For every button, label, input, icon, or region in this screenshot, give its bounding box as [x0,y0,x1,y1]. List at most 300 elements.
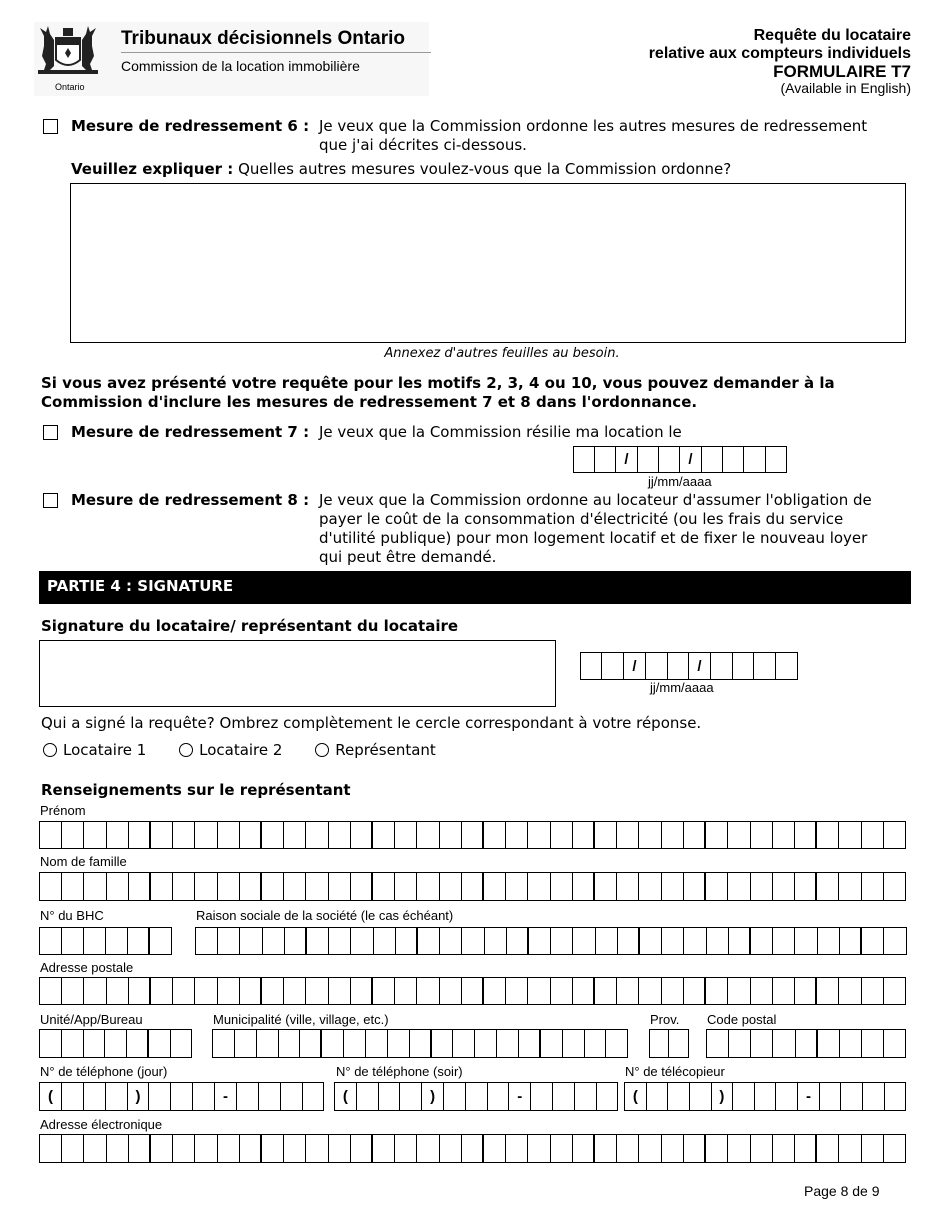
char-cell[interactable] [529,927,551,955]
char-cell[interactable] [862,1134,884,1163]
char-cell[interactable] [151,1134,173,1163]
char-cell[interactable] [484,1134,506,1163]
char-cell[interactable] [218,821,240,849]
remedy8-label: Mesure de redressement 8 : [71,491,310,509]
char-cell[interactable] [751,872,773,901]
char-cell[interactable] [84,872,106,901]
char-cell[interactable] [417,821,439,849]
char-cell[interactable] [662,1134,684,1163]
char-cell[interactable] [106,927,128,955]
char-cell[interactable] [773,977,795,1005]
char-cell[interactable] [262,872,284,901]
char-cell[interactable] [40,927,62,955]
char-cell[interactable] [595,1134,617,1163]
mailing-address-field[interactable] [39,977,908,1005]
char-cell[interactable] [106,1082,128,1111]
char-cell[interactable] [62,927,84,955]
signer-option-tenant1[interactable] [43,741,146,759]
char-cell[interactable] [706,872,728,901]
char-cell[interactable] [551,821,573,849]
char-cell[interactable] [373,977,395,1005]
char-cell[interactable] [195,1134,217,1163]
char-cell[interactable] [40,872,62,901]
char-cell[interactable] [240,927,262,955]
char-cell[interactable] [729,1029,751,1058]
char-cell[interactable] [773,821,795,849]
char-cell[interactable] [531,1082,553,1111]
char-cell[interactable] [618,927,640,955]
remedy8-text [319,491,872,567]
char-cell[interactable] [40,1134,62,1163]
char-cell[interactable] [107,977,129,1005]
char-cell[interactable] [497,1029,519,1058]
char-cell[interactable] [690,1082,712,1111]
email-field[interactable] [39,1134,908,1163]
char-cell[interactable] [379,1082,401,1111]
remedy8-text-line: payer le coût de la consommation d'électricité (ou les frais du service [319,510,844,528]
postal-code-field[interactable] [706,1029,908,1058]
char-cell[interactable] [237,1082,259,1111]
char-cell[interactable] [285,927,307,955]
char-cell[interactable] [84,1082,106,1111]
char-cell[interactable] [839,977,861,1005]
char-cell[interactable] [40,977,62,1005]
char-cell[interactable] [684,977,706,1005]
char-cell[interactable] [751,977,773,1005]
char-cell[interactable] [818,1029,840,1058]
char-cell[interactable] [817,872,839,901]
char-cell[interactable] [506,977,528,1005]
char-cell[interactable] [440,872,462,901]
char-cell[interactable] [240,872,262,901]
char-cell[interactable] [84,927,106,955]
grounds-note-line1: Si vous avez présenté votre requête pour les motifs 2, 3, 4 ou 10, vous pouvez demander à la [41,374,835,392]
char-cell[interactable] [307,927,329,955]
char-cell[interactable] [773,1029,795,1058]
paren-close: ) [422,1082,444,1111]
char-cell[interactable] [595,977,617,1005]
char-cell[interactable] [129,872,151,901]
char-cell[interactable] [862,977,884,1005]
char-cell[interactable] [684,821,706,849]
char-cell[interactable] [862,872,884,901]
char-cell[interactable] [351,927,373,955]
char-cell[interactable] [885,1082,907,1111]
char-cell[interactable] [728,1134,750,1163]
char-cell[interactable] [262,1134,284,1163]
phone-day-field[interactable] [39,1082,326,1111]
char-cell[interactable] [171,1029,193,1058]
char-cell[interactable] [351,872,373,901]
char-cell[interactable] [195,872,217,901]
char-cell[interactable] [773,927,795,955]
char-cell[interactable] [173,977,195,1005]
char-cell[interactable] [62,1029,84,1058]
char-cell[interactable] [417,1134,439,1163]
char-cell[interactable] [553,1082,575,1111]
char-cell[interactable] [395,1134,417,1163]
char-cell[interactable] [240,977,262,1005]
company-field[interactable] [195,927,908,955]
char-cell[interactable] [284,1134,306,1163]
char-cell[interactable] [528,977,550,1005]
char-cell[interactable] [107,1134,129,1163]
char-cell[interactable] [218,1134,240,1163]
char-cell[interactable] [395,872,417,901]
char-cell[interactable] [795,821,817,849]
char-cell[interactable] [728,821,750,849]
char-cell[interactable] [475,1029,497,1058]
char-cell[interactable] [235,1029,257,1058]
char-cell[interactable] [551,872,573,901]
char-cell[interactable] [62,1082,84,1111]
char-cell[interactable] [62,872,84,901]
char-cell[interactable] [573,872,595,901]
first-name-field[interactable] [39,821,908,849]
char-cell[interactable] [795,927,817,955]
paren-open: ( [40,1082,62,1111]
remedy6-checkbox[interactable] [43,119,58,134]
char-cell[interactable] [528,821,550,849]
char-cell[interactable] [149,1082,171,1111]
char-cell[interactable] [839,1134,861,1163]
char-cell[interactable] [129,821,151,849]
char-cell[interactable] [240,821,262,849]
char-cell[interactable] [329,1134,351,1163]
char-cell[interactable] [573,1134,595,1163]
char-cell[interactable] [841,1082,863,1111]
char-cell[interactable] [62,1134,84,1163]
char-cell[interactable] [817,1134,839,1163]
remedy6-explanation-box[interactable] [70,183,906,343]
char-cell[interactable] [817,977,839,1005]
char-cell[interactable] [466,1082,488,1111]
char-cell[interactable] [281,1082,303,1111]
unit-field[interactable] [39,1029,194,1058]
char-cell[interactable] [575,1082,597,1111]
grounds-note-line2: Commission d'inclure les mesures de redressement 7 et 8 dans l'ordonnance. [41,393,698,411]
char-cell[interactable] [395,977,417,1005]
char-cell[interactable] [706,1134,728,1163]
char-cell[interactable] [839,821,861,849]
char-cell[interactable] [40,1029,62,1058]
remedy7-checkbox[interactable] [43,425,58,440]
char-cell[interactable] [462,872,484,901]
char-cell[interactable] [440,977,462,1005]
char-cell[interactable] [262,977,284,1005]
char-cell[interactable] [488,1082,510,1111]
char-cell[interactable] [432,1029,454,1058]
char-cell[interactable] [417,872,439,901]
char-cell[interactable] [818,927,840,955]
char-cell[interactable] [684,872,706,901]
char-cell[interactable] [329,977,351,1005]
char-cell[interactable] [617,977,639,1005]
char-cell[interactable] [884,977,906,1005]
char-cell[interactable] [795,1134,817,1163]
char-cell[interactable] [640,927,662,955]
char-cell[interactable] [440,927,462,955]
char-cell[interactable] [506,821,528,849]
char-cell[interactable] [374,927,396,955]
char-cell[interactable] [444,1082,466,1111]
char-cell[interactable] [862,927,884,955]
remedy6-text-line1: Je veux que la Commission ordonne les autres mesures de redressement [319,117,868,135]
char-cell[interactable] [107,821,129,849]
remedy8-checkbox[interactable] [43,493,58,508]
char-cell[interactable] [884,1029,906,1058]
char-cell[interactable] [751,927,773,955]
char-cell[interactable] [303,1082,325,1111]
char-cell[interactable] [150,927,172,955]
char-cell[interactable] [173,1134,195,1163]
char-cell[interactable] [706,977,728,1005]
char-cell[interactable] [462,977,484,1005]
char-cell[interactable] [84,821,106,849]
char-cell[interactable] [776,1082,798,1111]
char-cell[interactable] [351,821,373,849]
char-cell[interactable] [240,1134,262,1163]
char-cell[interactable] [62,821,84,849]
char-cell[interactable] [707,927,729,955]
char-cell[interactable] [506,872,528,901]
char-cell[interactable] [410,1029,432,1058]
char-cell[interactable] [306,977,328,1005]
signature-date-format: jj/mm/aaaa [650,680,714,695]
char-cell[interactable] [462,1134,484,1163]
char-cell[interactable] [218,872,240,901]
char-cell[interactable] [662,821,684,849]
char-cell[interactable] [440,1134,462,1163]
char-cell[interactable] [862,1029,884,1058]
label-postal-code: Code postal [707,1012,777,1027]
char-cell[interactable] [462,927,484,955]
fax-field[interactable] [624,1082,908,1111]
phone-evening-field[interactable] [334,1082,620,1111]
char-cell[interactable] [329,872,351,901]
prov-field[interactable] [649,1029,690,1058]
municipality-field[interactable] [212,1029,630,1058]
char-cell[interactable] [795,977,817,1005]
char-cell[interactable] [573,977,595,1005]
char-cell[interactable] [329,821,351,849]
char-cell[interactable] [662,977,684,1005]
char-cell[interactable] [417,977,439,1005]
char-cell[interactable] [707,1029,729,1058]
char-cell[interactable] [306,821,328,849]
char-cell[interactable] [396,927,418,955]
char-cell[interactable] [284,977,306,1005]
char-cell[interactable] [259,1082,281,1111]
char-cell[interactable] [617,821,639,849]
char-cell[interactable] [650,1029,669,1058]
char-cell[interactable] [639,977,661,1005]
char-cell[interactable] [418,927,440,955]
char-cell[interactable] [40,821,62,849]
char-cell[interactable] [595,821,617,849]
radio-circle-icon[interactable] [315,743,329,757]
char-cell[interactable] [218,977,240,1005]
char-cell[interactable] [279,1029,301,1058]
char-cell[interactable] [151,821,173,849]
char-cell[interactable] [173,872,195,901]
char-cell[interactable] [218,927,240,955]
char-cell[interactable] [563,1029,585,1058]
char-cell[interactable] [840,1029,862,1058]
char-cell[interactable] [884,872,906,901]
char-cell[interactable] [484,821,506,849]
char-cell[interactable] [796,1029,818,1058]
option-label: Locataire 2 [199,741,283,759]
char-cell[interactable] [573,927,595,955]
char-cell[interactable] [300,1029,322,1058]
char-cell[interactable] [373,821,395,849]
char-cell[interactable] [263,927,285,955]
char-cell[interactable] [684,927,706,955]
remedy7-date-field[interactable] [573,446,787,473]
char-cell[interactable] [129,1134,151,1163]
char-cell[interactable] [528,1134,550,1163]
char-cell[interactable] [669,1029,688,1058]
char-cell[interactable] [519,1029,541,1058]
char-cell[interactable] [597,1082,619,1111]
char-cell[interactable] [884,821,906,849]
char-cell[interactable] [462,821,484,849]
char-cell[interactable] [551,977,573,1005]
char-cell[interactable] [151,872,173,901]
char-cell[interactable] [751,1134,773,1163]
signer-option-representative[interactable] [315,741,436,759]
option-label: Représentant [335,741,436,759]
char-cell[interactable] [573,821,595,849]
char-cell[interactable] [195,821,217,849]
char-cell[interactable] [149,1029,171,1058]
char-cell[interactable] [366,1029,388,1058]
char-cell[interactable] [329,927,351,955]
char-cell[interactable] [173,821,195,849]
char-cell[interactable] [639,872,661,901]
char-cell[interactable] [541,1029,563,1058]
char-cell[interactable] [306,1134,328,1163]
last-name-field[interactable] [39,872,908,901]
char-cell[interactable] [840,927,862,955]
char-cell[interactable] [551,927,573,955]
char-cell[interactable] [863,1082,885,1111]
char-cell[interactable] [639,821,661,849]
char-cell[interactable] [884,927,906,955]
char-cell[interactable] [617,1134,639,1163]
char-cell[interactable] [284,821,306,849]
char-cell[interactable] [84,977,106,1005]
char-cell[interactable] [388,1029,410,1058]
char-cell[interactable] [373,1134,395,1163]
char-cell[interactable] [733,1082,755,1111]
char-cell[interactable] [62,977,84,1005]
char-cell[interactable] [862,821,884,849]
signature-box[interactable] [39,640,556,707]
remedy7-date-format: jj/mm/aaaa [648,474,712,489]
char-cell[interactable] [773,1134,795,1163]
signature-date-field[interactable] [580,652,798,680]
char-cell[interactable] [606,1029,628,1058]
char-cell[interactable] [257,1029,279,1058]
char-cell[interactable] [84,1134,106,1163]
char-cell[interactable] [351,1134,373,1163]
char-cell[interactable] [755,1082,777,1111]
char-cell[interactable] [795,872,817,901]
char-cell[interactable] [84,1029,106,1058]
char-cell[interactable] [668,1082,690,1111]
char-cell[interactable] [528,872,550,901]
char-cell[interactable] [884,1134,906,1163]
char-cell[interactable] [751,821,773,849]
char-cell[interactable] [596,927,618,955]
char-cell[interactable] [662,872,684,901]
char-cell[interactable] [639,1134,661,1163]
char-cell[interactable] [395,821,417,849]
char-cell[interactable] [839,872,861,901]
char-cell[interactable] [151,977,173,1005]
char-cell[interactable] [684,1134,706,1163]
char-cell[interactable] [322,1029,344,1058]
char-cell[interactable] [171,1082,193,1111]
lso-no-field[interactable] [39,927,174,955]
signer-option-tenant2[interactable] [179,741,282,759]
char-cell[interactable] [595,872,617,901]
radio-circle-icon[interactable] [179,743,193,757]
char-cell[interactable] [373,872,395,901]
char-cell[interactable] [193,1082,215,1111]
char-cell[interactable] [213,1029,235,1058]
char-cell[interactable] [196,927,218,955]
char-cell[interactable] [105,1029,127,1058]
char-cell[interactable] [453,1029,475,1058]
char-cell[interactable] [506,1134,528,1163]
char-cell[interactable] [129,977,151,1005]
char-cell[interactable] [585,1029,607,1058]
char-cell[interactable] [306,872,328,901]
char-cell[interactable] [647,1082,669,1111]
char-cell[interactable] [507,927,529,955]
char-cell[interactable] [551,1134,573,1163]
char-cell[interactable] [729,927,751,955]
char-cell[interactable] [400,1082,422,1111]
char-cell[interactable] [485,927,507,955]
char-cell[interactable] [706,821,728,849]
char-cell[interactable] [127,1029,149,1058]
char-cell[interactable] [440,821,462,849]
char-cell[interactable] [484,872,506,901]
char-cell[interactable] [617,872,639,901]
char-cell[interactable] [351,977,373,1005]
radio-circle-icon[interactable] [43,743,57,757]
char-cell[interactable] [357,1082,379,1111]
char-cell[interactable] [284,872,306,901]
char-cell[interactable] [262,821,284,849]
char-cell[interactable] [128,927,150,955]
char-cell[interactable] [773,872,795,901]
char-cell[interactable] [344,1029,366,1058]
char-cell[interactable] [107,872,129,901]
char-cell[interactable] [751,1029,773,1058]
char-cell[interactable] [820,1082,842,1111]
char-cell[interactable] [817,821,839,849]
char-cell[interactable] [195,977,217,1005]
char-cell[interactable] [484,977,506,1005]
char-cell[interactable] [662,927,684,955]
char-cell[interactable] [728,977,750,1005]
char-cell[interactable] [728,872,750,901]
